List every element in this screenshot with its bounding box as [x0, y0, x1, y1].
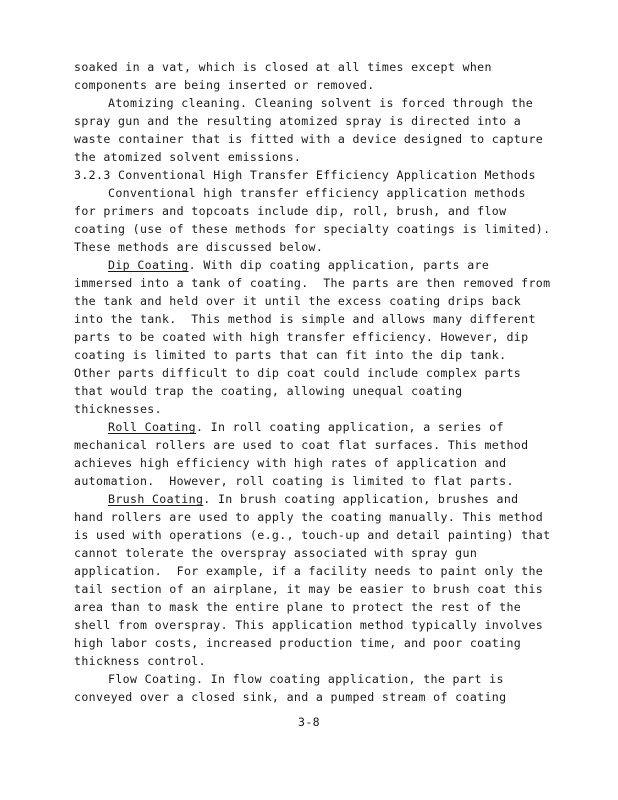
text-line: is used with operations (e.g., touch-up and detail painting) that: [74, 528, 551, 542]
text-line: into the tank. This method is simple and allows many different: [74, 312, 536, 326]
text-line: conveyed over a closed sink, and a pumped stream of coating: [74, 690, 507, 704]
paragraph-roll-coating: Roll Coating. In roll coating application, a series of: [108, 420, 504, 434]
text-line: hand rollers are used to apply the coating manually. This method: [74, 510, 544, 524]
text-line: parts to be coated with high transfer efficiency. However, dip: [74, 330, 529, 344]
paragraph-brush-coating: Brush Coating. In brush coating application, brushes and: [108, 492, 519, 506]
text-line: the tank and held over it until the excess coating drips back: [74, 294, 522, 308]
roll-coating-heading: Roll Coating: [108, 420, 196, 434]
paragraph-dip-coating: Dip Coating. With dip coating application, parts are: [108, 258, 490, 272]
text-line: mechanical rollers are used to coat flat surfaces. This method: [74, 438, 529, 452]
text-line: high labor costs, increased production time, and poor coating: [74, 636, 522, 650]
text-line: area than to mask the entire plane to protect the rest of the: [74, 600, 522, 614]
text-line: soaked in a vat, which is closed at all times except when: [74, 60, 492, 74]
text-line: components are being inserted or removed.: [74, 78, 375, 92]
text-line: Other parts difficult to dip coat could include complex parts: [74, 366, 522, 380]
text-line: automation. However, roll coating is limited to flat parts.: [74, 474, 514, 488]
text-line: shell from overspray. This application method typically involves: [74, 618, 544, 632]
text-line: tail section of an airplane, it may be easier to brush coat this: [74, 582, 544, 596]
text-line: coating is limited to parts that can fit into the dip tank.: [74, 348, 507, 362]
brush-coating-heading: Brush Coating: [108, 492, 204, 506]
text-line: These methods are discussed below.: [74, 240, 324, 254]
text-line: waste container that is fitted with a device designed to capture: [74, 132, 544, 146]
section-heading: 3.2.3 Conventional High Transfer Efficiency Application Methods: [74, 168, 536, 182]
page-number: 3-8: [298, 715, 320, 729]
text-line: Conventional high transfer efficiency application methods: [108, 186, 526, 200]
text-line: the atomized solvent emissions.: [74, 150, 302, 164]
text-line: cannot tolerate the overspray associated with spray gun: [74, 546, 478, 560]
text-line: for primers and topcoats include dip, roll, brush, and flow: [74, 204, 507, 218]
text-line: achieves high efficiency with high rates of application and: [74, 456, 507, 470]
text-line: spray gun and the resulting atomized spray is directed into a: [74, 114, 522, 128]
text-line: immersed into a tank of coating. The parts are then removed from: [74, 276, 551, 290]
text-line: thickness control.: [74, 654, 206, 668]
text-line: application. For example, if a facility needs to paint only the: [74, 564, 544, 578]
text-line: that would trap the coating, allowing unequal coating: [74, 384, 463, 398]
dip-coating-heading: Dip Coating: [108, 258, 189, 272]
paragraph-flow-coating: Flow Coating. In flow coating application, the part is: [108, 672, 504, 686]
text-line: thicknesses.: [74, 402, 162, 416]
paragraph-atomizing-cleaning: Atomizing cleaning. Cleaning solvent is forced through the: [108, 96, 534, 110]
text-line: coating (use of these methods for specialty coatings is limited).: [74, 222, 551, 236]
